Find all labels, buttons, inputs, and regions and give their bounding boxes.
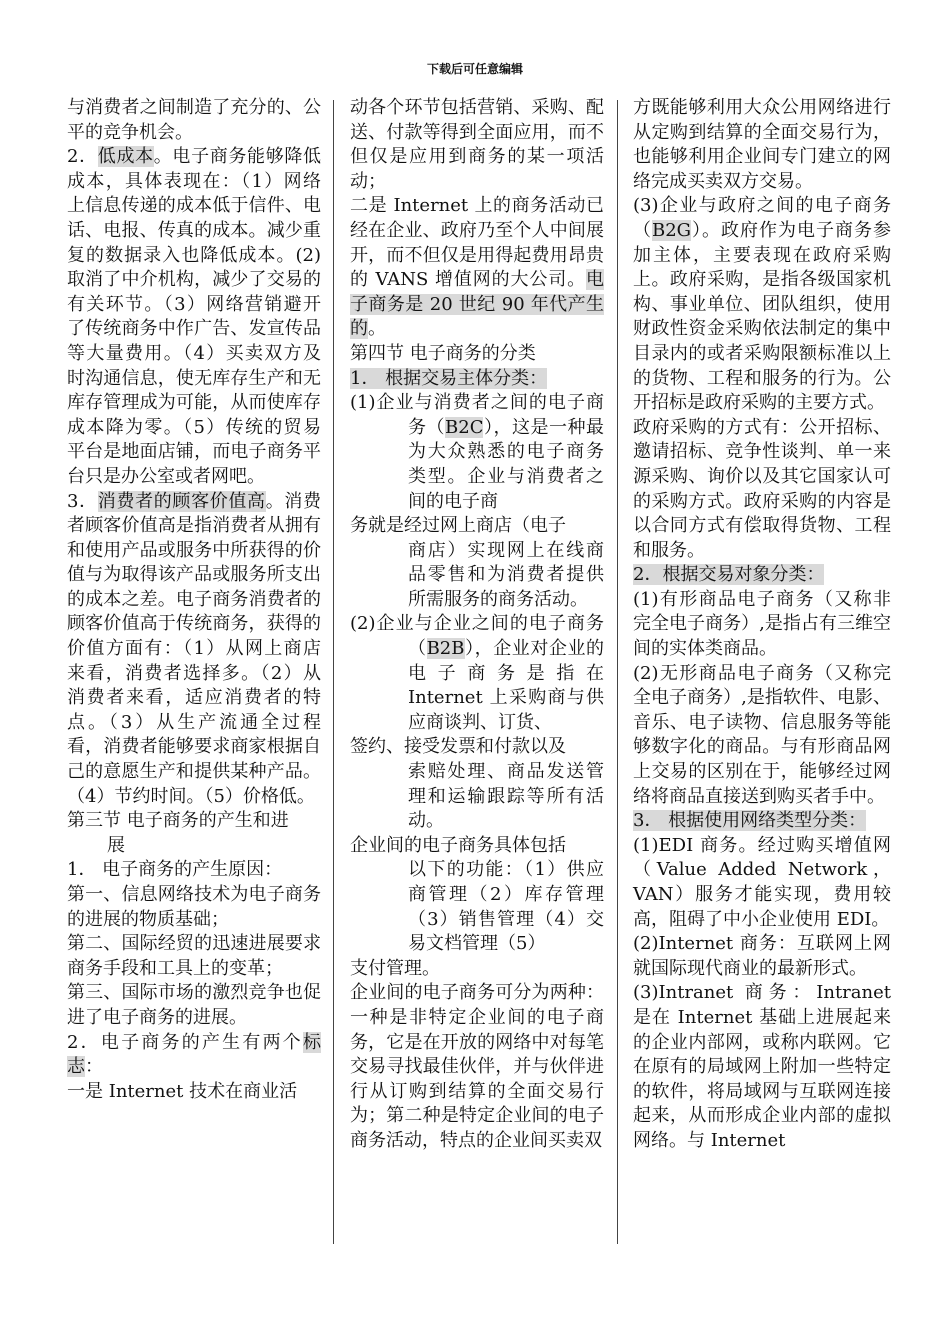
paragraph-text: 。 [368, 318, 386, 340]
paragraph: (2)无形商品电子商务（又称完全电子商务）,是指软件、电影、音乐、电子读物、信息服务等能够数字化的商品。与有形商品网上交易的区别在于，能够经过网络将商品直接送到购买者手中。 [633, 662, 891, 807]
section-heading-cont: 展 [107, 834, 125, 856]
paragraph: 支付管理。 [350, 957, 440, 979]
subheading [633, 563, 891, 588]
subheading [633, 809, 891, 834]
column-divider [617, 100, 618, 1244]
text-column-1 [67, 96, 321, 1104]
paragraph: 企业间的电子商务可分为两种：一种是非特定企业间的电子商务，它是在开放的网络中对每笔交易寻找最佳伙伴，并与伙伴进行从订购到结算的全面交易行为；第二种是特定企业间的电子商务活动，特点的企业间买卖双 [350, 982, 604, 1151]
list-text: (3)企业与政府之间的电子商务（ [633, 195, 891, 241]
paragraph: (3)Intranet 商务：Intranet 是在 Internet 基础上进展起来的企业内部网，或称内联网。它在原有的局域网上附加一些特定的软件，将局域网与互联网连接起来，从而形成企业内部的虚拟网络。与 Internet [633, 982, 891, 1151]
paragraph: 签约、接受发票和付款以及 [350, 736, 566, 758]
paragraph: (1)有形商品电子商务（又称非完全电子商务）,是指占有三维空间的实体类商品。 [633, 588, 891, 660]
section-heading: 第三节 电子商务的产生和进 [67, 810, 289, 832]
text-column-3 [633, 96, 891, 1154]
paragraph: 一是 Internet 技术在商业活 [67, 1080, 298, 1102]
paragraph-text: 。电子商务能够降低成本，具体表现在：（1）网络上信息传递的成本低于信件、电话、电报、传真的成本。减少重复的数据录入也降低成本。(2)取消了中介机构，减少了交易的有关环节。（3）网络营销避开了传统商务中作广告、发宣传品等大量费用。（4）买卖双方及时沟通信息，使无库存生产和无库存管理成为可能，从而使库存成本降为零。（5）传统的贸易平台是地面店铺，而电子商务平台只是办公室或者网吧。 [67, 146, 322, 487]
highlighted-term: 标志 [67, 1031, 321, 1078]
paragraph: 务就是经过网上商店（电子 [350, 515, 566, 537]
item-number: 2． [67, 146, 98, 168]
subheading [67, 1031, 321, 1080]
paragraph: (1)EDI 商务。经过购买增值网（Value Added Network，VAN）服务才能实现，费用较高，阻碍了中小企业使用 EDI。 [633, 834, 891, 930]
paragraph: 第三、国际市场的激烈竞争也促进了电子商务的进展。 [67, 982, 321, 1028]
paragraph: 第一、信息网络技术为电子商务的进展的物质基础； [67, 884, 321, 930]
highlighted-term: B2C [445, 416, 484, 438]
list-item-b2g [633, 194, 891, 415]
paragraph-text: 二是 Internet 上的商务活动已经在企业、政府乃至个人中间展开，而不但仅是用得起费用昂贵的 VANS 增值网的大公司。 [350, 195, 604, 291]
highlighted-term: 电子商务是 20 世纪 90 年代产生的 [350, 269, 604, 340]
paragraph [67, 145, 321, 489]
paragraph-cont: 索赔处理、商品发送管理和运输跟踪等所有活动。 [408, 761, 604, 832]
highlighted-heading: 3． 根据使用网络类型分类： [633, 810, 867, 832]
paragraph: 第二、国际经贸的迅速进展要求商务手段和工具上的变革； [67, 933, 321, 979]
highlighted-term: 低成本 [97, 146, 154, 168]
paragraph-cont: 以下的功能：（1）供应商管理（2）库存管理（3）销售管理（4）交易文档管理（5） [408, 859, 604, 955]
list-text: ），企业对企业的电子商务是指在 Internet 上采购商与供应商谈判、订货、 [408, 638, 605, 733]
subheading-text: 2．电子商务的产生有两个 [67, 1031, 303, 1053]
list-item-b2c [350, 391, 604, 514]
paragraph-cont: 商店）实现网上在线商品零售和为消费者提供所需服务的商务活动。 [408, 539, 604, 610]
text-column-2 [350, 96, 604, 1154]
column-divider [333, 100, 334, 1244]
paragraph: 企业间的电子商务具体包括 [350, 834, 566, 856]
page-header: 下载后可任意编辑 [426, 62, 523, 76]
paragraph: 政府采购的方式有：公开招标、邀请招标、竞争性谈判、单一来源采购、询价以及其它国家认可的采购方式。政府采购的内容是以合同方式有偿取得货物、工程和服务。 [633, 416, 891, 561]
highlighted-term: B2B [426, 638, 465, 660]
paragraph: 动各个环节包括营销、采购、配送、付款等得到全面应用，而不但仅是应用到商务的某一项活动； [350, 97, 604, 192]
section-heading: 第四节 电子商务的分类 [350, 342, 536, 364]
subheading: 1． 电子商务的产生原因： [67, 859, 283, 881]
list-text: (2)企业与企业之间的电子商务（ [350, 613, 604, 660]
item-number: 3． [67, 490, 98, 512]
subheading-text: ： [85, 1056, 103, 1078]
paragraph-text: 。消费者顾客价值高是指消费者从拥有和使用产品或服务中所获得的价值与为取得该产品或服务所支出的成本之差。电子商务消费者的顾客价值高于传统商务，获得的价值方面有：（1）从网上商店来看，消费者选择多。（2）从消费者来看，适应消费者的特点。（3）从生产流通全过程看，消费者能够要求商家根据自己的意愿生产和提供某种产品。（4）节约时间。（5）价格低。 [67, 490, 322, 807]
list-text: ）。政府作为电子商务参加主体，主要表现在政府采购上。政府采购，是指各级国家机构、事业单位、团队组织，使用财政性资金采购依法制定的集中目录内的或者采购限额标准以上的货物、工程和服务的行为。公开招标是政府采购的主要方式。 [633, 219, 892, 414]
highlighted-term: B2G [652, 219, 692, 241]
paragraph: 方既能够利用大众公用网络进行从定购到结算的全面交易行为，也能够利用企业间专门建立的网络完成买卖双方交易。 [633, 97, 891, 192]
paragraph [350, 194, 604, 342]
paragraph [67, 490, 321, 810]
list-item-b2b [350, 612, 604, 735]
list-text: ），这是一种最为大众熟悉的电子商务类型。企业与消费者之间的电子商 [408, 416, 605, 512]
highlighted-term: 消费者的顾客价值高 [97, 490, 266, 512]
highlighted-heading: 2．根据交易对象分类： [633, 564, 825, 586]
paragraph: 与消费者之间制造了充分的、公平的竞争机会。 [67, 97, 321, 143]
list-text: (1)企业与消费者之间的电子商务（ [350, 392, 604, 438]
subheading [350, 367, 604, 392]
highlighted-heading: 1． 根据交易主体分类： [350, 367, 548, 389]
paragraph: (2)Internet 商务：互联网上网就国际现代商业的最新形式。 [633, 933, 891, 979]
